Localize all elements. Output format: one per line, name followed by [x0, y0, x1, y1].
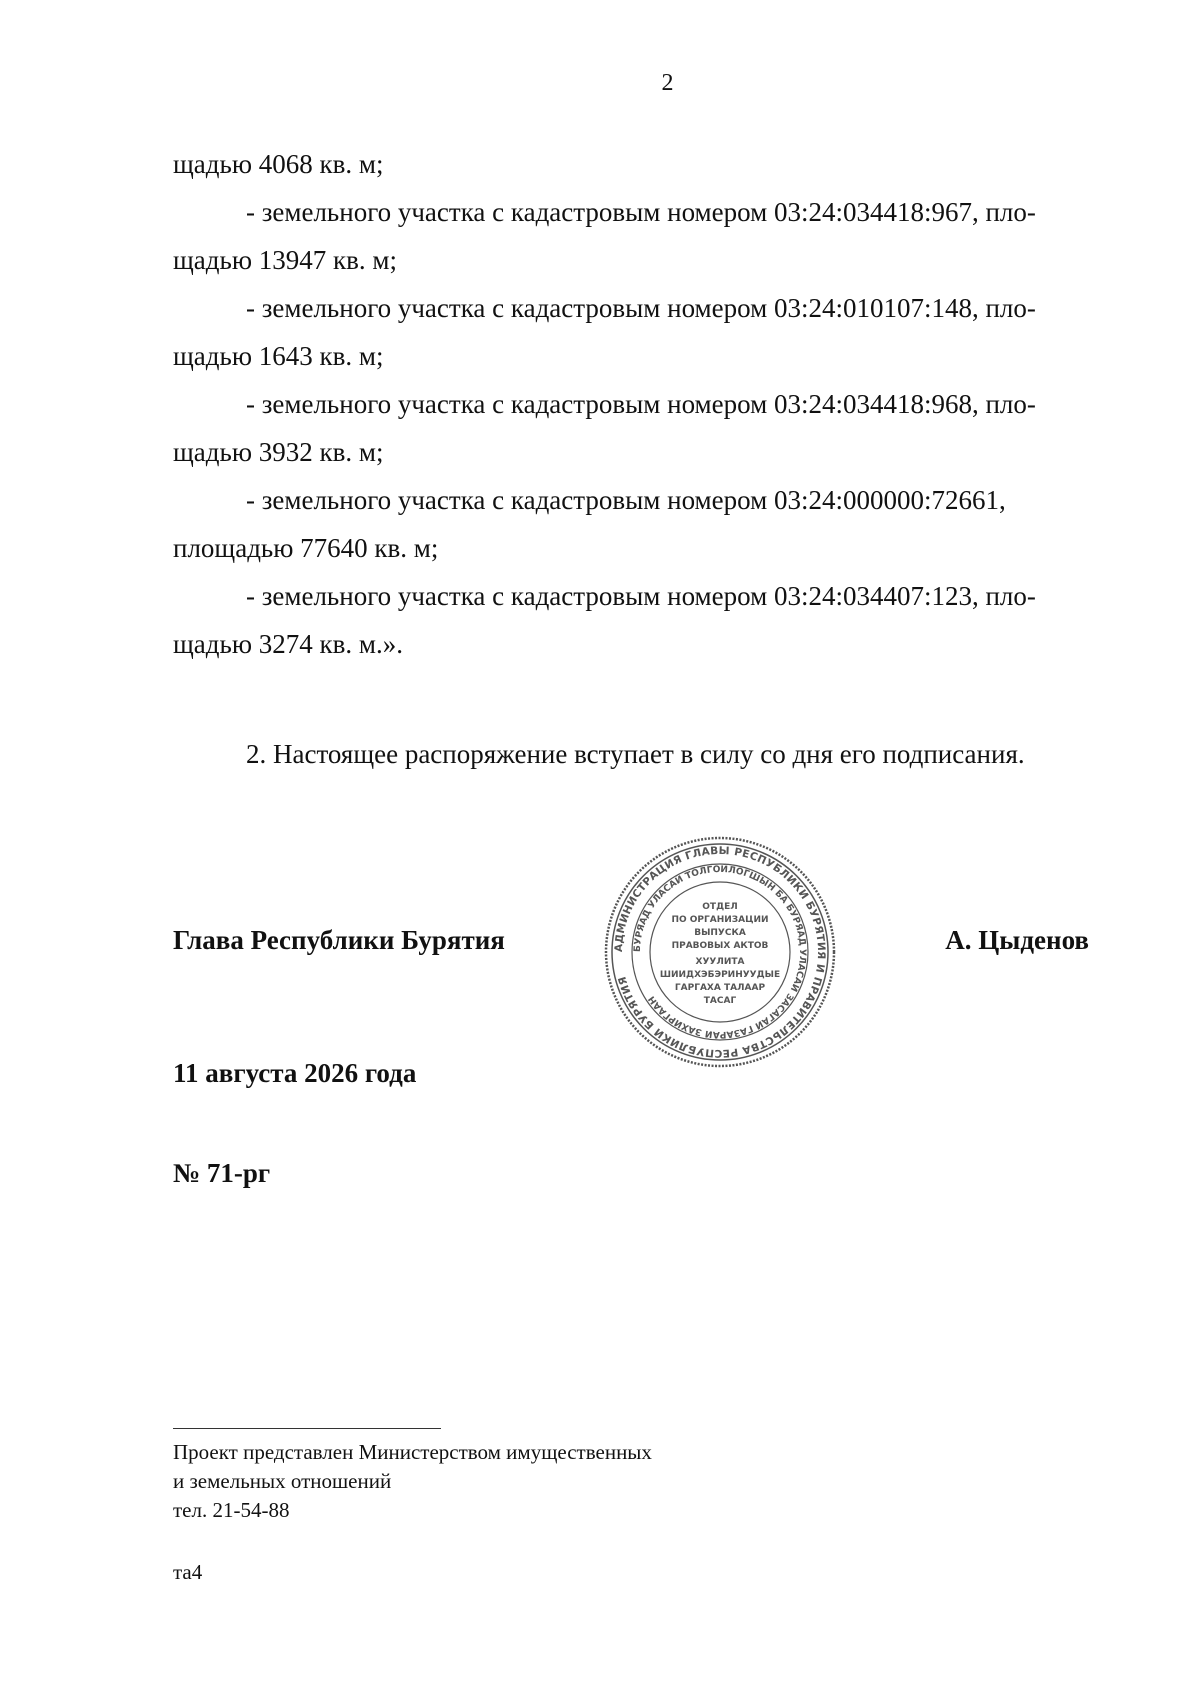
seal-center-line: ПРАВОВЫХ АКТОВ: [671, 941, 769, 951]
signatory-name: А. Цыденов: [945, 925, 1089, 955]
list-item: - земельного участка с кадастровым номером 03:24:034418:967, пло-: [246, 197, 1036, 227]
official-seal-stamp: [600, 832, 840, 1072]
list-item: - земельного участка с кадастровым номером 03:24:010107:148, пло-: [246, 293, 1036, 323]
list-item-continuation: щадью 4068 кв. м;: [173, 149, 384, 179]
footnote-divider: [173, 1428, 441, 1429]
seal-center-line: ОТДЕЛ: [702, 902, 738, 912]
seal-inner-text: БУРЯАД УЛАСАЙ ТОЛГОЙЛОГШЫН БА БУРЯАД УЛАСАЙ ЗАСАГАЙ ГАЗАРАЙ ЗАХИРГААН: [632, 864, 808, 1040]
list-item: - земельного участка с кадастровым номером 03:24:034407:123, пло-: [246, 581, 1036, 611]
seal-center-line: ТАСАГ: [703, 996, 737, 1006]
list-item: - земельного участка с кадастровым номером 03:24:034418:968, пло-: [246, 389, 1036, 419]
footnote-line: и земельных отношений: [173, 1469, 392, 1493]
list-item-continuation: площадью 77640 кв. м;: [173, 533, 439, 563]
seal-outer-text: АДМИНИСТРАЦИЯ ГЛАВЫ РЕСПУБЛИКИ БУРЯТИЯ И ПРАВИТЕЛЬСТВА РЕСПУБЛИКИ БУРЯТИЯ: [612, 844, 828, 1060]
list-item-continuation: щадью 1643 кв. м;: [173, 341, 384, 371]
seal-center-line: ПО ОРГАНИЗАЦИИ: [671, 915, 769, 925]
footnote: [173, 1438, 652, 1525]
footnote-line: Проект представлен Министерством имущественных: [173, 1440, 652, 1464]
seal-center-line: ВЫПУСКА: [694, 928, 746, 938]
list-item: - земельного участка с кадастровым номером 03:24:000000:72661,: [246, 485, 1006, 515]
seal-center-line: ШИИДХЭБЭРИНУУДЫЕ: [659, 970, 781, 980]
list-item-continuation: щадью 13947 кв. м;: [173, 245, 397, 275]
document-initials: та4: [173, 1560, 203, 1584]
list-item-continuation: щадью 3274 кв. м.».: [173, 629, 403, 659]
seal-center-line: ГАРГАХА ТАЛААР: [674, 983, 766, 993]
land-plot-list: [173, 140, 1089, 668]
document-number: № 71-рг: [173, 1158, 271, 1188]
list-item-continuation: щадью 3932 кв. м;: [173, 437, 384, 467]
svg-text:АДМИНИСТРАЦИЯ ГЛАВЫ РЕСПУБЛИКИ: [613, 845, 827, 1059]
footnote-phone: тел. 21-54-88: [173, 1498, 290, 1522]
page-number: 2: [661, 70, 674, 96]
seal-center-line: ХУУЛИТА: [695, 957, 745, 967]
clause-2: 2. Настоящее распоряжение вступает в силу со дня его подписания.: [246, 739, 1025, 769]
signatory-title: Глава Республики Бурятия: [173, 925, 505, 955]
svg-text:БУРЯАД УЛАСАЙ ТОЛГОЙЛОГШЫН БА: [633, 863, 807, 1041]
document-date: 11 августа 2026 года: [173, 1058, 417, 1088]
